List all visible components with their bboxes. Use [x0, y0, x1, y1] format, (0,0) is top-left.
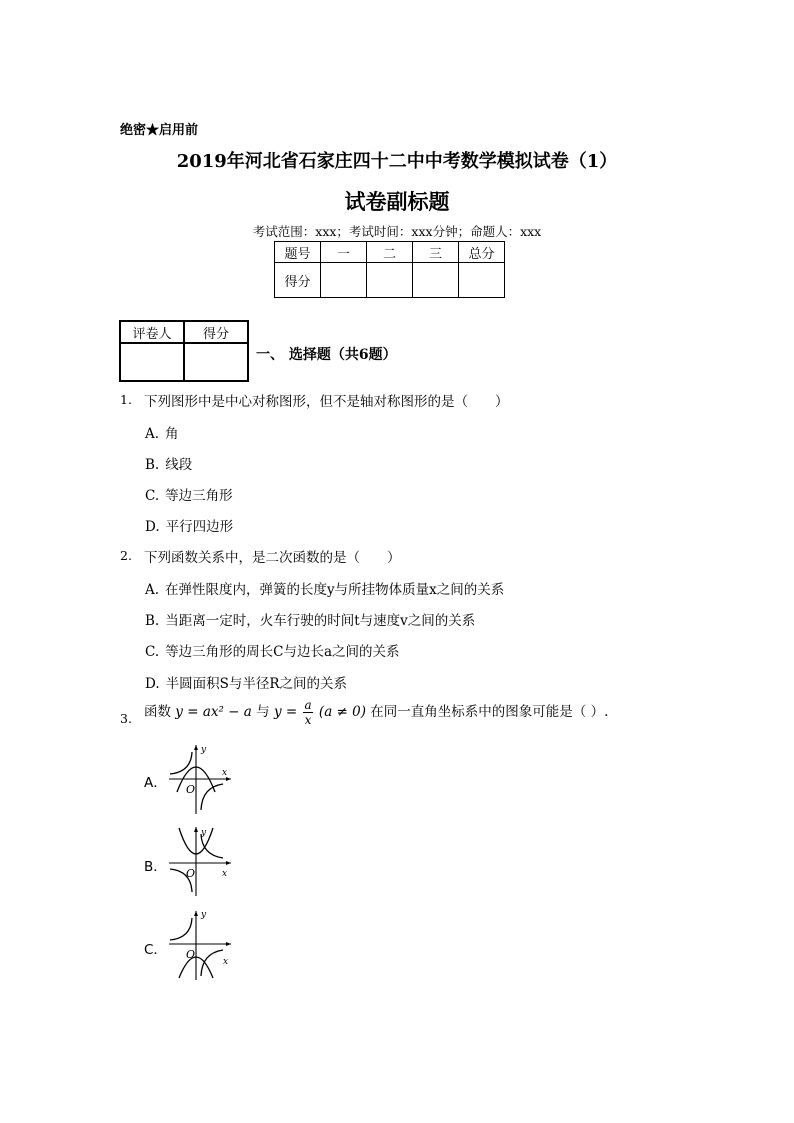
question-connector: 与: [256, 704, 270, 720]
origin-label: O: [186, 948, 196, 961]
score-header-cell: 题号: [275, 242, 321, 263]
option-item[interactable]: [145, 453, 192, 473]
option-text: 在弹性限度内，弹簧的长度y与所挂物体质量x之间的关系: [165, 582, 505, 598]
option-label: D.: [145, 519, 160, 535]
option-item[interactable]: [145, 609, 475, 629]
exam-info: 考试范围：xxx；考试时间：xxx分钟；命题人：xxx: [252, 224, 542, 239]
y-axis-label: y: [201, 910, 207, 920]
grader-cell[interactable]: [184, 343, 248, 381]
score-cell[interactable]: [367, 263, 413, 298]
grader-table: [119, 320, 249, 382]
fraction-denominator: x: [304, 713, 312, 727]
option-text: 线段: [165, 457, 193, 473]
graph-option-b[interactable]: [165, 822, 237, 898]
score-header-cell: 二: [367, 242, 413, 263]
graph-option-c[interactable]: [165, 906, 237, 982]
option-item[interactable]: [145, 578, 504, 598]
score-row-label: 得分: [275, 263, 321, 298]
question-text: [144, 699, 608, 726]
confidential-label: 绝密★启用前: [120, 123, 199, 138]
formula-fraction: [303, 699, 312, 726]
y-axis-label: y: [201, 828, 207, 838]
option-label[interactable]: B．: [144, 859, 167, 875]
graph-option-a[interactable]: [165, 740, 237, 816]
option-item[interactable]: [145, 640, 400, 660]
section-heading: 一、 选择题（共6题）: [256, 347, 397, 363]
y-axis-label: y: [201, 745, 207, 755]
score-header-cell: 总分: [459, 242, 505, 263]
question-text: 下列函数关系中，是二次函数的是（ ）: [144, 550, 401, 566]
question-suffix: 在同一直角坐标系中的图象可能是（ ）.: [370, 704, 609, 720]
option-label: B.: [145, 457, 160, 473]
option-label: A.: [145, 582, 160, 598]
option-item[interactable]: [145, 484, 233, 504]
question-number: 1.: [120, 392, 132, 407]
score-header-cell: 一: [321, 242, 367, 263]
question-number: 2.: [120, 548, 132, 563]
x-axis-arrow: [226, 861, 231, 865]
hyperbola-branch: [201, 950, 223, 976]
option-label: C.: [145, 488, 160, 504]
formula-condition: (a ≠ 0): [318, 704, 366, 720]
y-axis-arrow: [194, 911, 198, 916]
formula-quadratic: y = ax² − a: [175, 704, 252, 720]
option-text: 平行四边形: [165, 519, 234, 535]
option-item[interactable]: [145, 672, 347, 692]
question-number: 3.: [120, 711, 132, 726]
score-table: [274, 241, 505, 298]
option-label[interactable]: C．: [144, 942, 167, 958]
option-text: 当距离一定时，火车行驶的时间t与速度v之间的关系: [165, 613, 476, 629]
fraction-numerator: a: [304, 698, 312, 712]
exam-title: 2019年河北省石家庄四十二中中考数学模拟试卷（1）: [176, 151, 618, 172]
option-text: 等边三角形: [165, 488, 233, 504]
option-label[interactable]: A．: [144, 775, 167, 791]
y-axis-arrow: [194, 745, 198, 750]
score-cell[interactable]: [459, 263, 505, 298]
option-text: 半圆面积S与半径R之间的关系: [165, 676, 348, 692]
grader-header-cell: 得分: [184, 321, 248, 343]
exam-subtitle: 试卷副标题: [344, 189, 450, 214]
origin-label: O: [186, 867, 196, 880]
x-axis-label: x: [223, 957, 229, 967]
y-axis-arrow: [194, 827, 198, 832]
hyperbola-branch: [201, 784, 223, 810]
score-cell[interactable]: [321, 263, 367, 298]
option-label: C.: [145, 644, 160, 660]
grader-cell[interactable]: [120, 343, 184, 381]
option-text: 等边三角形的周长C与边长a之间的关系: [165, 644, 400, 660]
option-text: 角: [165, 426, 179, 442]
x-axis-label: x: [222, 768, 228, 778]
x-axis-arrow: [226, 942, 231, 946]
question-text: 下列图形中是中心对称图形，但不是轴对称图形的是（ ）: [144, 394, 509, 410]
x-axis-label: x: [222, 869, 228, 879]
option-label: A.: [145, 426, 160, 442]
option-label: B.: [145, 613, 160, 629]
grader-header-cell: 评卷人: [120, 321, 184, 343]
option-label: D.: [145, 676, 160, 692]
formula-reciprocal-lhs: y =: [273, 704, 298, 720]
origin-label: O: [186, 783, 196, 796]
option-item[interactable]: [145, 515, 233, 535]
hyperbola-branch: [170, 918, 192, 940]
score-header-cell: 三: [413, 242, 459, 263]
question-prefix: 函数: [144, 704, 171, 720]
option-item[interactable]: [145, 422, 179, 442]
score-cell[interactable]: [413, 263, 459, 298]
